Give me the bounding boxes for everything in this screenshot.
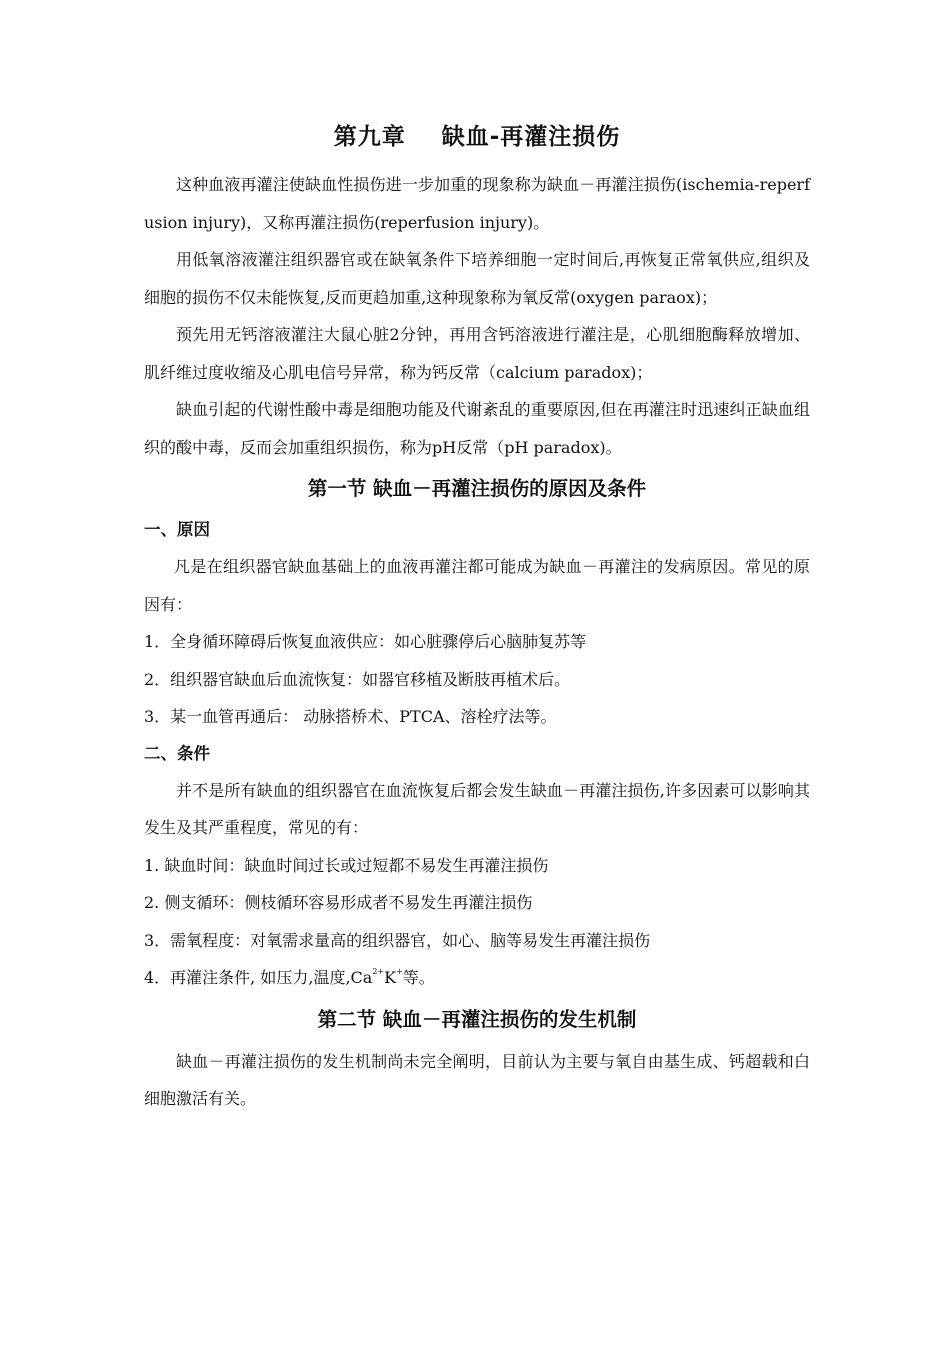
condition-item-4-suffix: 等。 [402, 968, 435, 987]
conditions-heading: 二、条件 [144, 743, 210, 763]
document-page [144, 118, 810, 1118]
potassium-symbol: K [384, 968, 397, 987]
condition-item-2: 2. 侧支循环：侧枝循环容易形成者不易发生再灌注损伤 [144, 893, 533, 912]
potassium-charge: + [396, 967, 403, 976]
chapter-paragraph-3: 预先用无钙溶液灌注大鼠心脏2分钟，再用含钙溶液进行灌注是，心肌细胞酶释放增加、肌纤维过度收缩及心肌电信号异常，称为钙反常（calcium paradox)； [144, 325, 810, 382]
cause-item-2: 2．组织器官缺血后血流恢复：如器官移植及断肢再植术后。 [144, 669, 571, 689]
chapter-paragraph-4: 缺血引起的代谢性酸中毒是细胞功能及代谢紊乱的重要原因,但在再灌注时迅速纠正缺血组织的酸中毒，反而会加重组织损伤，称为pH反常（pH paradox)。 [144, 400, 810, 457]
causes-intro: 凡是在组织器官缺血基础上的血液再灌注都可能成为缺血－再灌注的发病原因。常见的原因有： [144, 557, 810, 614]
condition-item-1: 1. 缺血时间：缺血时间过长或过短都不易发生再灌注损伤 [144, 855, 549, 875]
section-2-paragraph: 缺血－再灌注损伤的发生机制尚未完全阐明，目前认为主要与氧自由基生成、钙超载和白细胞激活有关。 [144, 1051, 810, 1108]
condition-item-4 [144, 959, 810, 997]
section-1-title: 第一节 缺血－再灌注损伤的原因及条件 [307, 477, 647, 500]
condition-item-3: 3．需氧程度：对氧需求量高的组织器官，如心、脑等易发生再灌注损伤 [144, 930, 651, 950]
cause-item-3: 3．某一血管再通后： 动脉搭桥术、PTCA、溶栓疗法等。 [144, 707, 557, 726]
conditions-intro: 并不是所有缺血的组织器官在血流恢复后都会发生缺血－再灌注损伤,许多因素可以影响其发生及其严重程度，常见的有： [144, 780, 810, 837]
section-2-title: 第二节 缺血－再灌注损伤的发生机制 [317, 1007, 637, 1031]
calcium-charge: 2+ [372, 967, 385, 976]
cause-item-1: 1．全身循环障碍后恢复血液供应：如心脏骤停后心脑肺复苏等 [144, 632, 587, 651]
chapter-paragraph-1: 这种血液再灌注使缺血性损伤进一步加重的现象称为缺血－再灌注损伤(ischemia-reperfusion injury)，又称再灌注损伤(reperfusion injury)。 [144, 175, 810, 232]
condition-item-4-prefix: 4．再灌注条件, 如压力,温度,Ca [144, 968, 373, 987]
chapter-paragraph-2: 用低氧溶液灌注组织器官或在缺氧条件下培养细胞一定时间后,再恢复正常氧供应,组织及细胞的损伤不仅未能恢复,反而更趋加重,这种现象称为氧反常(oxygen paraox)； [144, 250, 810, 307]
causes-heading: 一、原因 [144, 520, 210, 539]
chapter-title: 第九章 缺血-再灌注损伤 [333, 124, 621, 150]
